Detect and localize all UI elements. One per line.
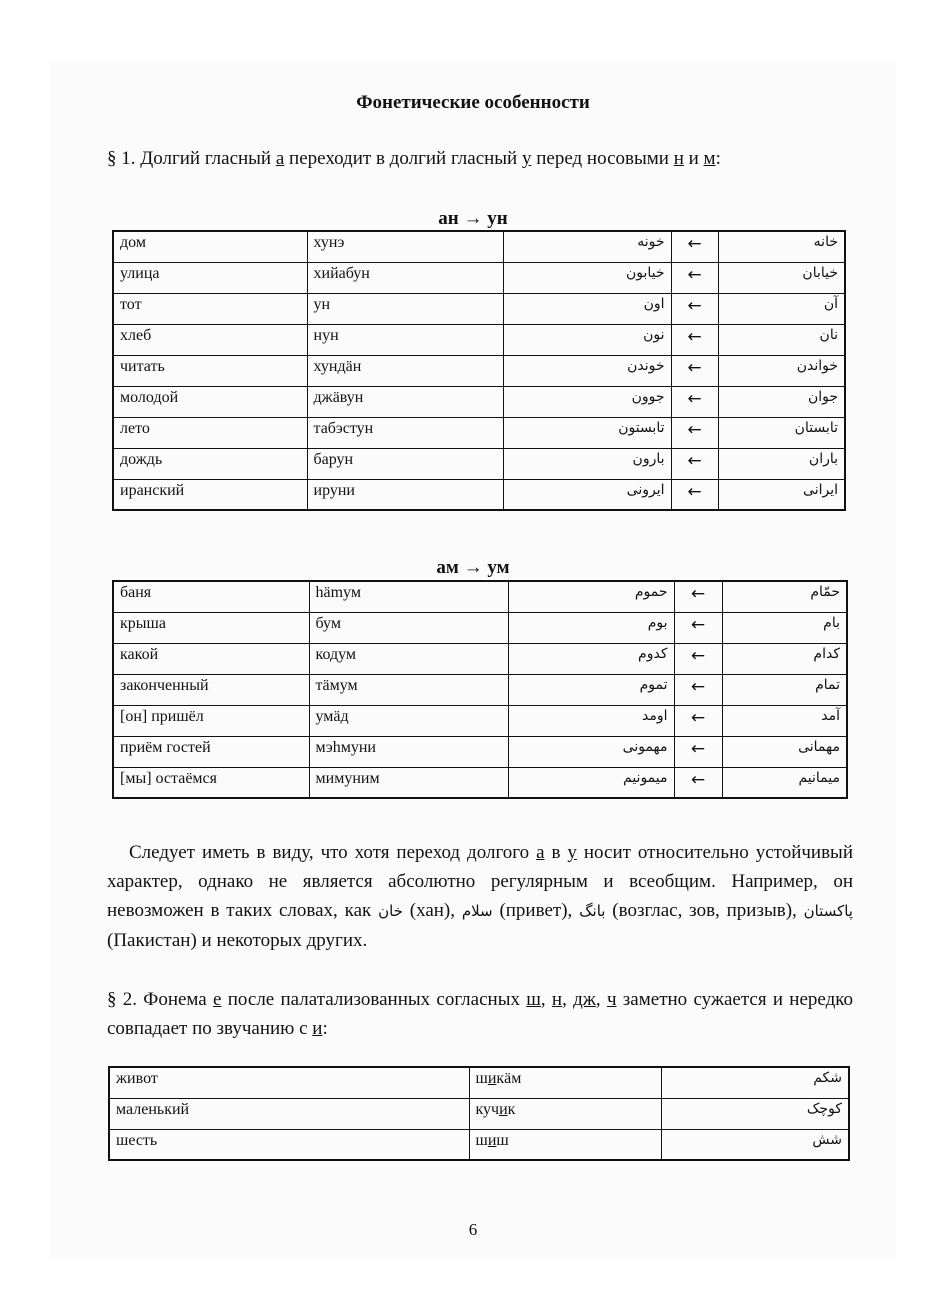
transliteration: хундäн (307, 355, 503, 386)
russian-meaning: улица (113, 262, 307, 293)
transliteration: тäмум (309, 674, 508, 705)
table-am-um (112, 580, 848, 799)
table-row (113, 767, 847, 798)
russian-meaning: шесть (109, 1129, 469, 1160)
russian-meaning: какой (113, 643, 309, 674)
russian-meaning: баня (113, 581, 309, 612)
transliteration: шиш (469, 1129, 661, 1160)
russian-meaning: дом (113, 231, 307, 262)
table-row (113, 355, 845, 386)
arrow-left-icon: ← (671, 293, 718, 324)
russian-meaning: приём гостей (113, 736, 309, 767)
russian-meaning: [он] пришёл (113, 705, 309, 736)
russian-meaning: крыша (113, 612, 309, 643)
russian-meaning: хлеб (113, 324, 307, 355)
transliteration: мэhмуни (309, 736, 508, 767)
colloquial-form: تابستون (503, 417, 671, 448)
colloquial-form: اومد (508, 705, 674, 736)
arrow-left-icon: ← (674, 736, 722, 767)
transliteration: ун (307, 293, 503, 324)
table-row (113, 479, 845, 510)
colloquial-form: خیابون (503, 262, 671, 293)
table-row (113, 643, 847, 674)
literary-form: مهمانی (722, 736, 847, 767)
colloquial-form: جوون (503, 386, 671, 417)
table1-caption: ан → ун (438, 208, 508, 229)
literary-form: خواندن (718, 355, 845, 386)
colloquial-form: تموم (508, 674, 674, 705)
transliteration: умäд (309, 705, 508, 736)
colloquial-form: اون (503, 293, 671, 324)
arrow-left-icon: ← (671, 355, 718, 386)
transliteration: табэстун (307, 417, 503, 448)
transliteration: шикäм (469, 1067, 661, 1098)
arrow-left-icon: ← (674, 643, 722, 674)
russian-meaning: живот (109, 1067, 469, 1098)
arrow-left-icon: ← (674, 581, 722, 612)
colloquial-form: بوم (508, 612, 674, 643)
arrow-left-icon: ← (671, 448, 718, 479)
table-row (113, 674, 847, 705)
table-row (113, 581, 847, 612)
literary-form: حمّام (722, 581, 847, 612)
table-row (113, 736, 847, 767)
arrow-left-icon: ← (671, 324, 718, 355)
colloquial-form: نون (503, 324, 671, 355)
russian-meaning: молодой (113, 386, 307, 417)
transliteration: бум (309, 612, 508, 643)
table-row (113, 612, 847, 643)
literary-form: شکم (661, 1067, 849, 1098)
table-row (113, 417, 845, 448)
literary-form: کدام (722, 643, 847, 674)
literary-form: بام (722, 612, 847, 643)
arrow-left-icon: ← (671, 231, 718, 262)
transliteration: hämум (309, 581, 508, 612)
transliteration: кодум (309, 643, 508, 674)
table-row (113, 324, 845, 355)
table-row (109, 1129, 849, 1160)
literary-form: تابستان (718, 417, 845, 448)
transliteration: кучик (469, 1098, 661, 1129)
table-row (113, 231, 845, 262)
literary-form: آمد (722, 705, 847, 736)
literary-form: باران (718, 448, 845, 479)
colloquial-form: ایرونی (503, 479, 671, 510)
russian-meaning: иранский (113, 479, 307, 510)
russian-meaning: маленький (109, 1098, 469, 1129)
table-row (113, 293, 845, 324)
russian-meaning: читать (113, 355, 307, 386)
colloquial-form: میمونیم (508, 767, 674, 798)
page-number: 6 (468, 1220, 478, 1239)
literary-form: خانه (718, 231, 845, 262)
transliteration: нун (307, 324, 503, 355)
transliteration: джäвун (307, 386, 503, 417)
table2-caption: ам → ум (436, 557, 510, 578)
table-row (113, 262, 845, 293)
russian-meaning: [мы] остаёмся (113, 767, 309, 798)
table-an-un (112, 230, 846, 511)
arrow-left-icon: ← (674, 767, 722, 798)
transliteration: мимуним (309, 767, 508, 798)
colloquial-form: بارون (503, 448, 671, 479)
arrow-left-icon: ← (671, 262, 718, 293)
colloquial-form: خونه (503, 231, 671, 262)
literary-form: آن (718, 293, 845, 324)
literary-form: ایرانی (718, 479, 845, 510)
page-title: Фонетические особенности (356, 92, 590, 113)
arrow-left-icon: ← (671, 479, 718, 510)
russian-meaning: тот (113, 293, 307, 324)
colloquial-form: حموم (508, 581, 674, 612)
literary-form: میمانیم (722, 767, 847, 798)
literary-form: خیابان (718, 262, 845, 293)
note-paragraph: Следует иметь в виду, что хотя переход долгого а в у носит относительно устойчивый характер, однако не является абсолютно регулярным и всеобщим. Например, он невозможен в таких словах, как خان (хан), سلام (привет), بانگ (возглас, зов, призыв), پاکستان (Пакистан) и некоторых других. (107, 842, 853, 951)
section-1-rule: § 1. Долгий гласный а переходит в долгий гласный у перед носовыми н и м: (107, 148, 721, 169)
literary-form: شش (661, 1129, 849, 1160)
arrow-left-icon: ← (674, 705, 722, 736)
literary-form: نان (718, 324, 845, 355)
transliteration: ируни (307, 479, 503, 510)
arrow-left-icon: ← (671, 417, 718, 448)
literary-form: تمام (722, 674, 847, 705)
arrow-left-icon: ← (674, 674, 722, 705)
transliteration: хийабун (307, 262, 503, 293)
literary-form: کوچک (661, 1098, 849, 1129)
colloquial-form: خوندن (503, 355, 671, 386)
russian-meaning: законченный (113, 674, 309, 705)
transliteration: хунэ (307, 231, 503, 262)
table-row (113, 386, 845, 417)
section-2-rule: § 2. Фонема е после палатализованных согласных ш, н, дж, ч заметно сужается и нередко совпадает по звучанию с и: (107, 989, 854, 1039)
table-row (109, 1067, 849, 1098)
transliteration: барун (307, 448, 503, 479)
colloquial-form: کدوم (508, 643, 674, 674)
colloquial-form: مهمونی (508, 736, 674, 767)
russian-meaning: лето (113, 417, 307, 448)
table-row (113, 448, 845, 479)
table-row (113, 705, 847, 736)
arrow-left-icon: ← (671, 386, 718, 417)
arrow-left-icon: ← (674, 612, 722, 643)
table-row (109, 1098, 849, 1129)
russian-meaning: дождь (113, 448, 307, 479)
literary-form: جوان (718, 386, 845, 417)
table-e-i (108, 1066, 850, 1161)
